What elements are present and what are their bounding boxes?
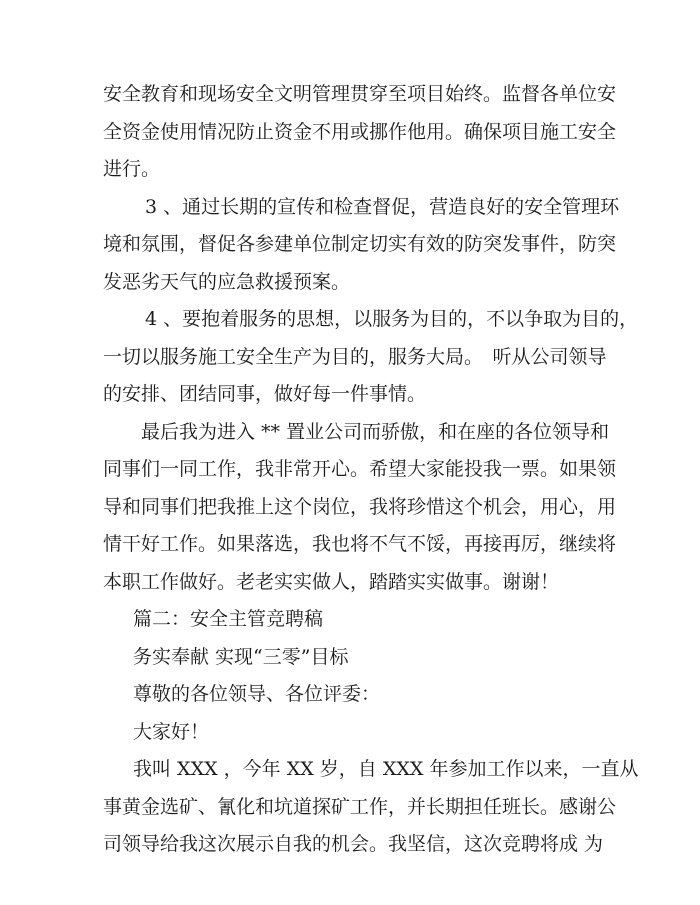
text-line: 最后我为进入 ** 置业公司而骄傲，和在座的各位领导和	[141, 420, 610, 443]
paragraph-item-4	[103, 301, 639, 414]
text-line: 3 、通过长期的宣传和检查督促，营造良好的安全管理环	[145, 195, 620, 218]
speech-title	[103, 639, 603, 677]
text-line: 情干好工作。如果落选，我也将不气不馁，再接再厉，继续将	[103, 533, 617, 555]
text-line: 司领导给我这次展示自我的机会。我坚信，这次竞聘将成 为	[103, 833, 604, 855]
text-line: 我叫 XXX ，今年 XX 岁，自 XXX 年参加工作以来，一直从	[133, 758, 639, 780]
text-line: 务实奉献 实现“三零”目标	[133, 645, 349, 668]
section-heading	[103, 601, 603, 639]
text-line: 进行。	[103, 158, 161, 180]
paragraph-introduction	[103, 751, 639, 864]
text-line: 大家好！	[133, 720, 210, 743]
text-line: 尊敬的各位领导、各位评委：	[133, 683, 381, 705]
document-body	[103, 76, 639, 864]
text-line: 一切以服务施工安全生产为目的，服务大局。 听从公司领导	[103, 345, 607, 368]
paragraph-safety-education	[103, 76, 617, 189]
text-line: 的安排、团结同事，做好每一件事情。	[103, 383, 427, 405]
paragraph-closing	[103, 414, 617, 602]
text-line: 境和氛围，督促各参建单位制定切实有效的防突发事件，防突	[103, 233, 617, 255]
text-line: 本职工作做好。老老实实做人，踏踏实实做事。谢谢！	[103, 570, 560, 593]
text-line: 同事们一同工作，我非常开心。希望大家能投我一票。如果领	[103, 458, 617, 480]
text-line: 篇二：安全主管竞聘稿	[133, 608, 324, 630]
greeting	[103, 714, 603, 752]
paragraph-item-3	[103, 189, 620, 302]
text-line: 导和同事们把我推上这个岗位，我将珍惜这个机会，用心，用	[103, 495, 617, 518]
text-line: 发恶劣天气的应急救援预案。	[103, 270, 351, 293]
text-line: 安全教育和现场安全文明管理贯穿至项目始终。监督各单位安	[103, 83, 617, 105]
salutation	[103, 676, 603, 714]
text-line: 4 、要抱着服务的思想，以服务为目的，不以争取为目的，	[145, 308, 639, 330]
text-line: 全资金使用情况防止资金不用或挪作他用。确保项目施工安全	[103, 120, 617, 143]
text-line: 事黄金选矿、氰化和坑道探矿工作，并长期担任班长。感谢公	[103, 795, 617, 818]
